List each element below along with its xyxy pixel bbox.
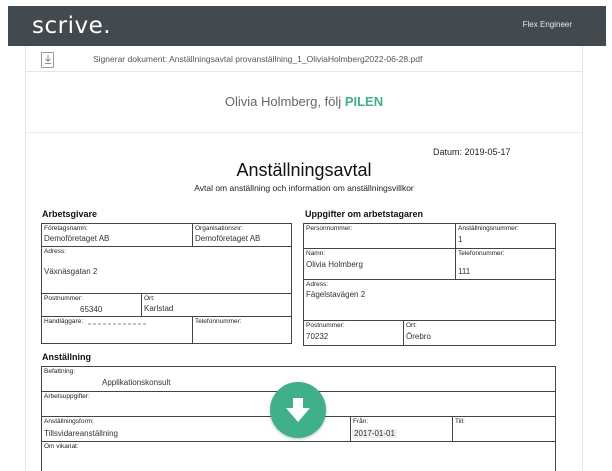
employee-pnr-field [303, 223, 456, 249]
field-value: Demoföretaget AB [195, 234, 261, 243]
field-label: Adress: [306, 281, 329, 288]
field-label: Personnummer: [306, 225, 353, 232]
field-label: Ort: [406, 322, 417, 329]
employee-address-field [303, 279, 556, 321]
employment-from-field [350, 416, 453, 442]
field-value: 2017-01-01 [354, 429, 395, 438]
field-label: Telefonnummer: [195, 318, 242, 325]
employer-postnr-field [41, 293, 142, 317]
document-date: Datum: 2019-05-17 [433, 147, 511, 157]
field-label: Anställningsnummer: [458, 225, 519, 232]
employer-city-field [141, 293, 292, 317]
field-value: 65340 [80, 305, 103, 314]
signer-instruction [26, 73, 582, 133]
employee-phone-field [455, 248, 556, 280]
field-value: Örebro [406, 332, 431, 341]
field-label: Arbetsuppgifter: [44, 393, 90, 400]
signer-prefix: Olivia Holmberg, följ [224, 94, 345, 109]
field-label: Adress: [44, 248, 67, 255]
employee-postnr-field [303, 320, 404, 346]
employee-name-field [303, 248, 456, 280]
signer-highlight: PILEN [344, 94, 384, 109]
pdf-download-icon[interactable] [41, 52, 54, 68]
employment-to-field [452, 416, 556, 442]
field-label: Handläggare: [44, 318, 84, 325]
handler-scribble [88, 323, 148, 325]
field-value: Tillsvidareanställning [44, 429, 118, 438]
field-value: 111 [458, 267, 471, 276]
field-value: 70232 [306, 332, 329, 341]
field-label: Namn: [306, 250, 326, 257]
field-label: Telefonnummer: [458, 250, 505, 257]
employment-substitute-field [41, 441, 556, 471]
field-label: Anställningsform: [44, 418, 94, 425]
field-label: Befattning: [44, 368, 76, 375]
field-label: Ort: [144, 295, 155, 302]
field-label: Till: [455, 418, 465, 425]
document-filename: Signerar dokument: Anställningsavtal provanställning_1_OliviaHolmberg2022-06-28.pdf [93, 54, 423, 64]
employee-heading: Uppgifter om arbetstagaren [305, 209, 424, 219]
field-value: Demoföretaget AB [44, 234, 110, 243]
field-value: Växnäsgatan 2 [44, 267, 98, 276]
field-label: Om vikariat: [44, 443, 79, 450]
scrive-logo: scrive. [32, 13, 112, 39]
employment-heading: Anställning [42, 352, 91, 362]
field-value: 1 [458, 235, 463, 244]
top-bar [8, 6, 606, 46]
field-label: Från: [353, 418, 369, 425]
company-name: Flex Engineer [522, 20, 572, 29]
employee-empno-field [455, 223, 556, 249]
employer-handler-field [41, 316, 193, 344]
employee-city-field [403, 320, 556, 346]
document-title: Anställningsavtal [236, 160, 372, 180]
employer-heading: Arbetsgivare [42, 209, 98, 219]
next-arrow-button[interactable] [270, 382, 326, 438]
document-viewer[interactable] [25, 46, 583, 471]
employer-address-field [41, 246, 292, 294]
employer-company-field [41, 223, 193, 247]
file-bar [26, 46, 582, 72]
document-subtitle: Avtal om anställning och information om anställningsvillkor [194, 183, 414, 193]
employer-orgnr-field [192, 223, 292, 247]
field-label: Postnummer: [44, 295, 83, 302]
field-value: Olivia Holmberg [306, 260, 363, 269]
field-label: Företagsnamn: [44, 225, 88, 232]
field-label: Postnummer: [306, 322, 345, 329]
field-value: Applikationskonsult [102, 378, 171, 387]
field-value: Karlstad [144, 304, 174, 313]
field-label: Organisationsnr: [195, 225, 243, 232]
field-value: Fägelstavägen 2 [306, 290, 366, 299]
employer-phone-field [192, 316, 292, 344]
arrow-down-icon [284, 396, 312, 424]
